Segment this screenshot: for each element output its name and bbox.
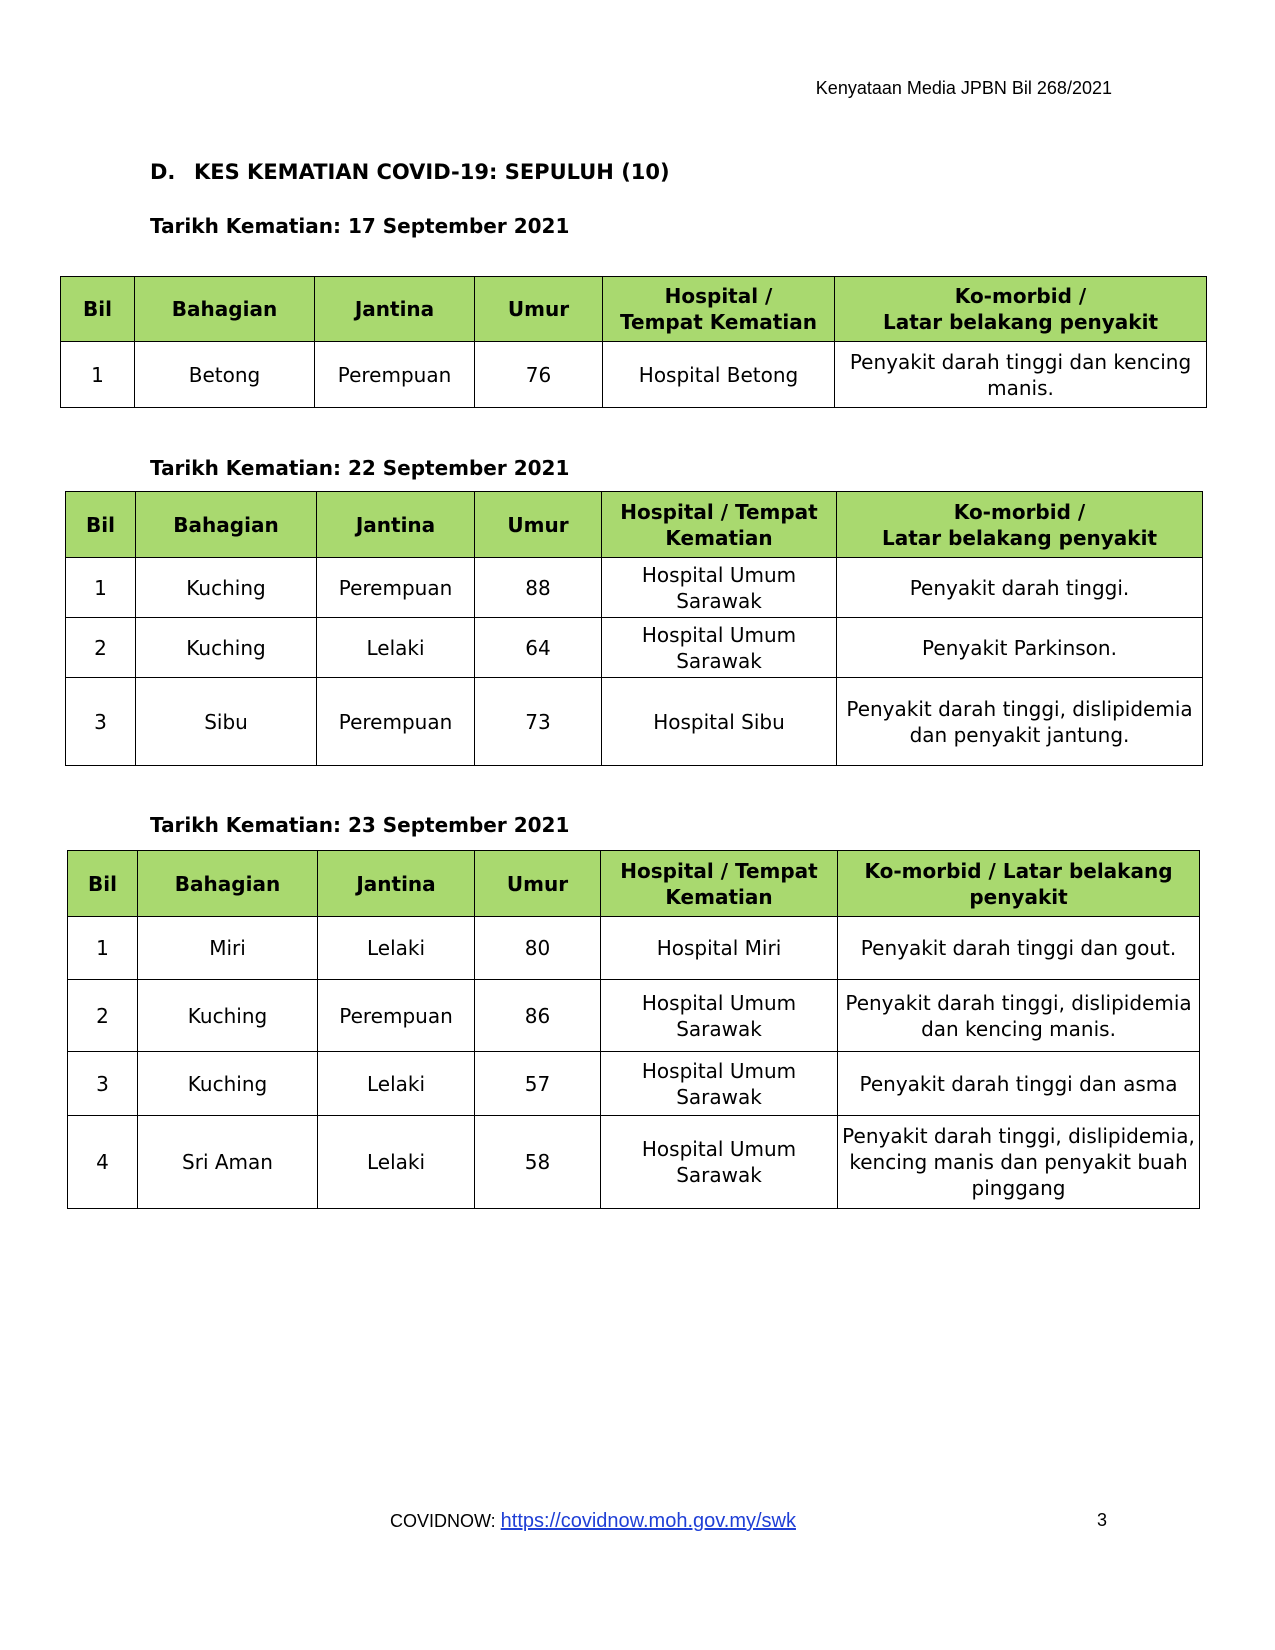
- col-header-bahagian: Bahagian: [135, 277, 315, 342]
- footer-label: COVIDNOW:: [390, 1511, 501, 1531]
- cell-hospital: Hospital Umum Sarawak: [601, 1052, 838, 1116]
- col-header-bahagian: Bahagian: [136, 492, 317, 558]
- col-header-hospital: Hospital / Tempat Kematian: [602, 492, 837, 558]
- cell-jantina: Perempuan: [318, 980, 475, 1052]
- table-header-row: [68, 851, 1200, 917]
- cell-umur: 64: [475, 618, 602, 678]
- col-header-komorbid: [835, 277, 1207, 342]
- cell-hospital: Hospital Umum Sarawak: [601, 1116, 838, 1209]
- cell-komorbid: Penyakit darah tinggi, dislipidemia dan kencing manis.: [838, 980, 1200, 1052]
- cell-hospital: Hospital Umum Sarawak: [601, 980, 838, 1052]
- cell-umur: 57: [475, 1052, 601, 1116]
- cell-jantina: Lelaki: [318, 917, 475, 980]
- cell-umur: 88: [475, 558, 602, 618]
- cell-komorbid: Penyakit darah tinggi.: [837, 558, 1203, 618]
- table-row: [61, 342, 1207, 408]
- cell-hospital: Hospital Umum Sarawak: [602, 558, 837, 618]
- section-title-text: KES KEMATIAN COVID-19: SEPULUH (10): [194, 160, 670, 184]
- cell-komorbid: Penyakit darah tinggi dan kencing manis.: [835, 342, 1207, 408]
- covidnow-link[interactable]: https://covidnow.moh.gov.my/swk: [500, 1510, 796, 1532]
- cell-bil: 4: [68, 1116, 138, 1209]
- cell-bahagian: Miri: [138, 917, 318, 980]
- cell-umur: 73: [475, 678, 602, 766]
- cell-komorbid: Penyakit darah tinggi dan gout.: [838, 917, 1200, 980]
- cell-hospital: Hospital Umum Sarawak: [602, 618, 837, 678]
- table-row: [66, 678, 1203, 766]
- col-header-komorbid-text: Ko-morbid / Latar belakang penyakit: [882, 284, 1159, 334]
- table-row: [66, 618, 1203, 678]
- cell-umur: 86: [475, 980, 601, 1052]
- cell-bil: 2: [66, 618, 136, 678]
- cell-umur: 76: [475, 342, 603, 408]
- col-header-umur: Umur: [475, 277, 603, 342]
- col-header-hospital: Hospital / Tempat Kematian: [601, 851, 838, 917]
- col-header-hospital: [603, 277, 835, 342]
- cell-bil: 2: [68, 980, 138, 1052]
- cell-jantina: Perempuan: [317, 558, 475, 618]
- deaths-table-1: [60, 276, 1207, 408]
- cell-komorbid: Penyakit Parkinson.: [837, 618, 1203, 678]
- cell-jantina: Perempuan: [317, 678, 475, 766]
- table-row: [68, 1052, 1200, 1116]
- table-row: [68, 1116, 1200, 1209]
- cell-bahagian: Sibu: [136, 678, 317, 766]
- deaths-table-3: [67, 850, 1200, 1209]
- table-row: [68, 917, 1200, 980]
- cell-hospital: Hospital Sibu: [602, 678, 837, 766]
- deaths-table-2: [65, 491, 1203, 766]
- col-header-komorbid: Ko-morbid / Latar belakang penyakit: [838, 851, 1200, 917]
- col-header-bil: Bil: [61, 277, 135, 342]
- cell-bahagian: Kuching: [138, 980, 318, 1052]
- col-header-komorbid: [837, 492, 1203, 558]
- cell-bil: 1: [66, 558, 136, 618]
- col-header-jantina: Jantina: [317, 492, 475, 558]
- col-header-jantina: Jantina: [318, 851, 475, 917]
- cell-hospital: Hospital Betong: [603, 342, 835, 408]
- footer-source: [390, 1510, 796, 1533]
- col-header-jantina: Jantina: [315, 277, 475, 342]
- date-heading-2: Tarikh Kematian: 22 September 2021: [150, 456, 570, 480]
- cell-bahagian: Betong: [135, 342, 315, 408]
- section-heading: [150, 160, 670, 184]
- section-letter: D.: [150, 160, 176, 184]
- cell-bahagian: Kuching: [138, 1052, 318, 1116]
- cell-jantina: Perempuan: [315, 342, 475, 408]
- col-header-hospital-text: Hospital / Tempat Kematian: [620, 284, 817, 334]
- col-header-bil: Bil: [68, 851, 138, 917]
- table-row: [66, 558, 1203, 618]
- date-heading-1: Tarikh Kematian: 17 September 2021: [150, 214, 570, 238]
- col-header-bahagian: Bahagian: [138, 851, 318, 917]
- cell-bil: 3: [68, 1052, 138, 1116]
- page-number: 3: [1097, 1510, 1108, 1530]
- document-reference: Kenyataan Media JPBN Bil 268/2021: [815, 78, 1112, 98]
- table-header-row: [61, 277, 1207, 342]
- cell-komorbid: Penyakit darah tinggi dan asma: [838, 1052, 1200, 1116]
- col-header-umur: Umur: [475, 851, 601, 917]
- cell-bil: 1: [61, 342, 135, 408]
- cell-komorbid: Penyakit darah tinggi, dislipidemia, kencing manis dan penyakit buah pinggang: [838, 1116, 1200, 1209]
- cell-bil: 1: [68, 917, 138, 980]
- cell-umur: 58: [475, 1116, 601, 1209]
- cell-bahagian: Kuching: [136, 618, 317, 678]
- cell-jantina: Lelaki: [318, 1116, 475, 1209]
- cell-komorbid: Penyakit darah tinggi, dislipidemia dan penyakit jantung.: [837, 678, 1203, 766]
- cell-umur: 80: [475, 917, 601, 980]
- cell-bahagian: Kuching: [136, 558, 317, 618]
- cell-jantina: Lelaki: [317, 618, 475, 678]
- col-header-komorbid-text: Ko-morbid / Latar belakang penyakit: [881, 499, 1158, 550]
- date-heading-3: Tarikh Kematian: 23 September 2021: [150, 813, 570, 837]
- col-header-umur: Umur: [475, 492, 602, 558]
- cell-bil: 3: [66, 678, 136, 766]
- col-header-bil: Bil: [66, 492, 136, 558]
- cell-jantina: Lelaki: [318, 1052, 475, 1116]
- table-header-row: [66, 492, 1203, 558]
- cell-hospital: Hospital Miri: [601, 917, 838, 980]
- table-row: [68, 980, 1200, 1052]
- cell-bahagian: Sri Aman: [138, 1116, 318, 1209]
